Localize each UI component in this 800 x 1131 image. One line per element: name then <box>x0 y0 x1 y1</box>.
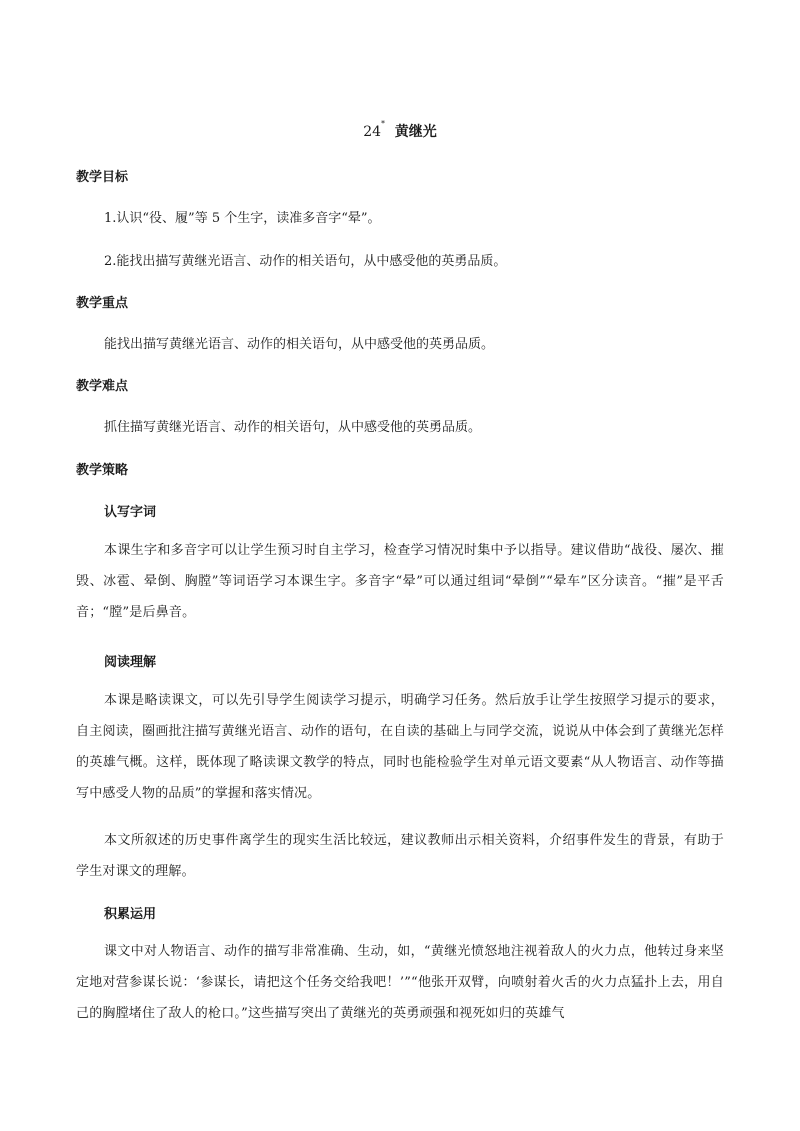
lesson-name: 黄继光 <box>394 124 437 140</box>
goal-2: 2.能找出描写黄继光语言、动作的相关语句，从中感受他的英勇品质。 <box>104 254 507 269</box>
words-text: 本课生字和多音字可以让学生预习时自主学习，检查学习情况时集中予以指导。建议借助“战役、屡次、摧毁、冰雹、晕倒、胸膛”等词语学习本课生字。多音字“晕”可以通过组词“晕倒”“晕车”区分读音。“摧”是平舌音；“膛”是后鼻音。 <box>76 543 724 620</box>
key-text: 能找出描写黄继光语言、动作的相关语句，从中感受他的英勇品质。 <box>104 337 495 352</box>
reading-text-2: 本文所叙述的历史事件离学生的现实生活比较远，建议教师出示相关资料，介绍事件发生的背景，有助于学生对课文的理解。 <box>76 833 724 879</box>
lesson-number: 24 <box>363 124 382 140</box>
apply-heading: 积累运用 <box>104 907 157 922</box>
difficulty-text: 抓住描写黄继光语言、动作的相关语句，从中感受他的英勇品质。 <box>104 420 482 435</box>
goal-1: 1.认识“役、履”等 5 个生字，读准多音字“晕”。 <box>104 211 381 226</box>
goals-heading: 教学目标 <box>76 170 129 185</box>
words-heading: 认写字词 <box>104 505 157 520</box>
lesson-mark: * <box>381 119 386 128</box>
lesson-title <box>0 121 800 141</box>
apply-text: 课文中对人物语言、动作的描写非常准确、生动，如，“黄继光愤怒地注视着敌人的火力点，他转过身来坚定地对营参谋长说：‘参谋长，请把这个任务交给我吧！’”“他张开双臂，向喷射着火舌的火力点猛扑上去，用自己的胸膛堵住了敌人的枪口。”这些描写突出了黄继光的英勇顽强和视死如归的英雄气 <box>76 944 724 1021</box>
key-heading: 教学重点 <box>76 296 129 311</box>
reading-text-1: 本课是略读课文，可以先引导学生阅读学习提示，明确学习任务。然后放手让学生按照学习提示的要求，自主阅读，圈画批注描写黄继光语言、动作的语句，在自读的基础上与同学交流，说说从中体会到了黄继光怎样的英雄气概。这样，既体现了略读课文教学的特点，同时也能检验学生对单元语文要素“从人物语言、动作等描写中感受人物的品质”的掌握和落实情况。 <box>76 693 724 801</box>
reading-heading: 阅读理解 <box>104 655 157 670</box>
difficulty-heading: 教学难点 <box>76 379 129 394</box>
strategy-heading: 教学策略 <box>76 463 129 478</box>
